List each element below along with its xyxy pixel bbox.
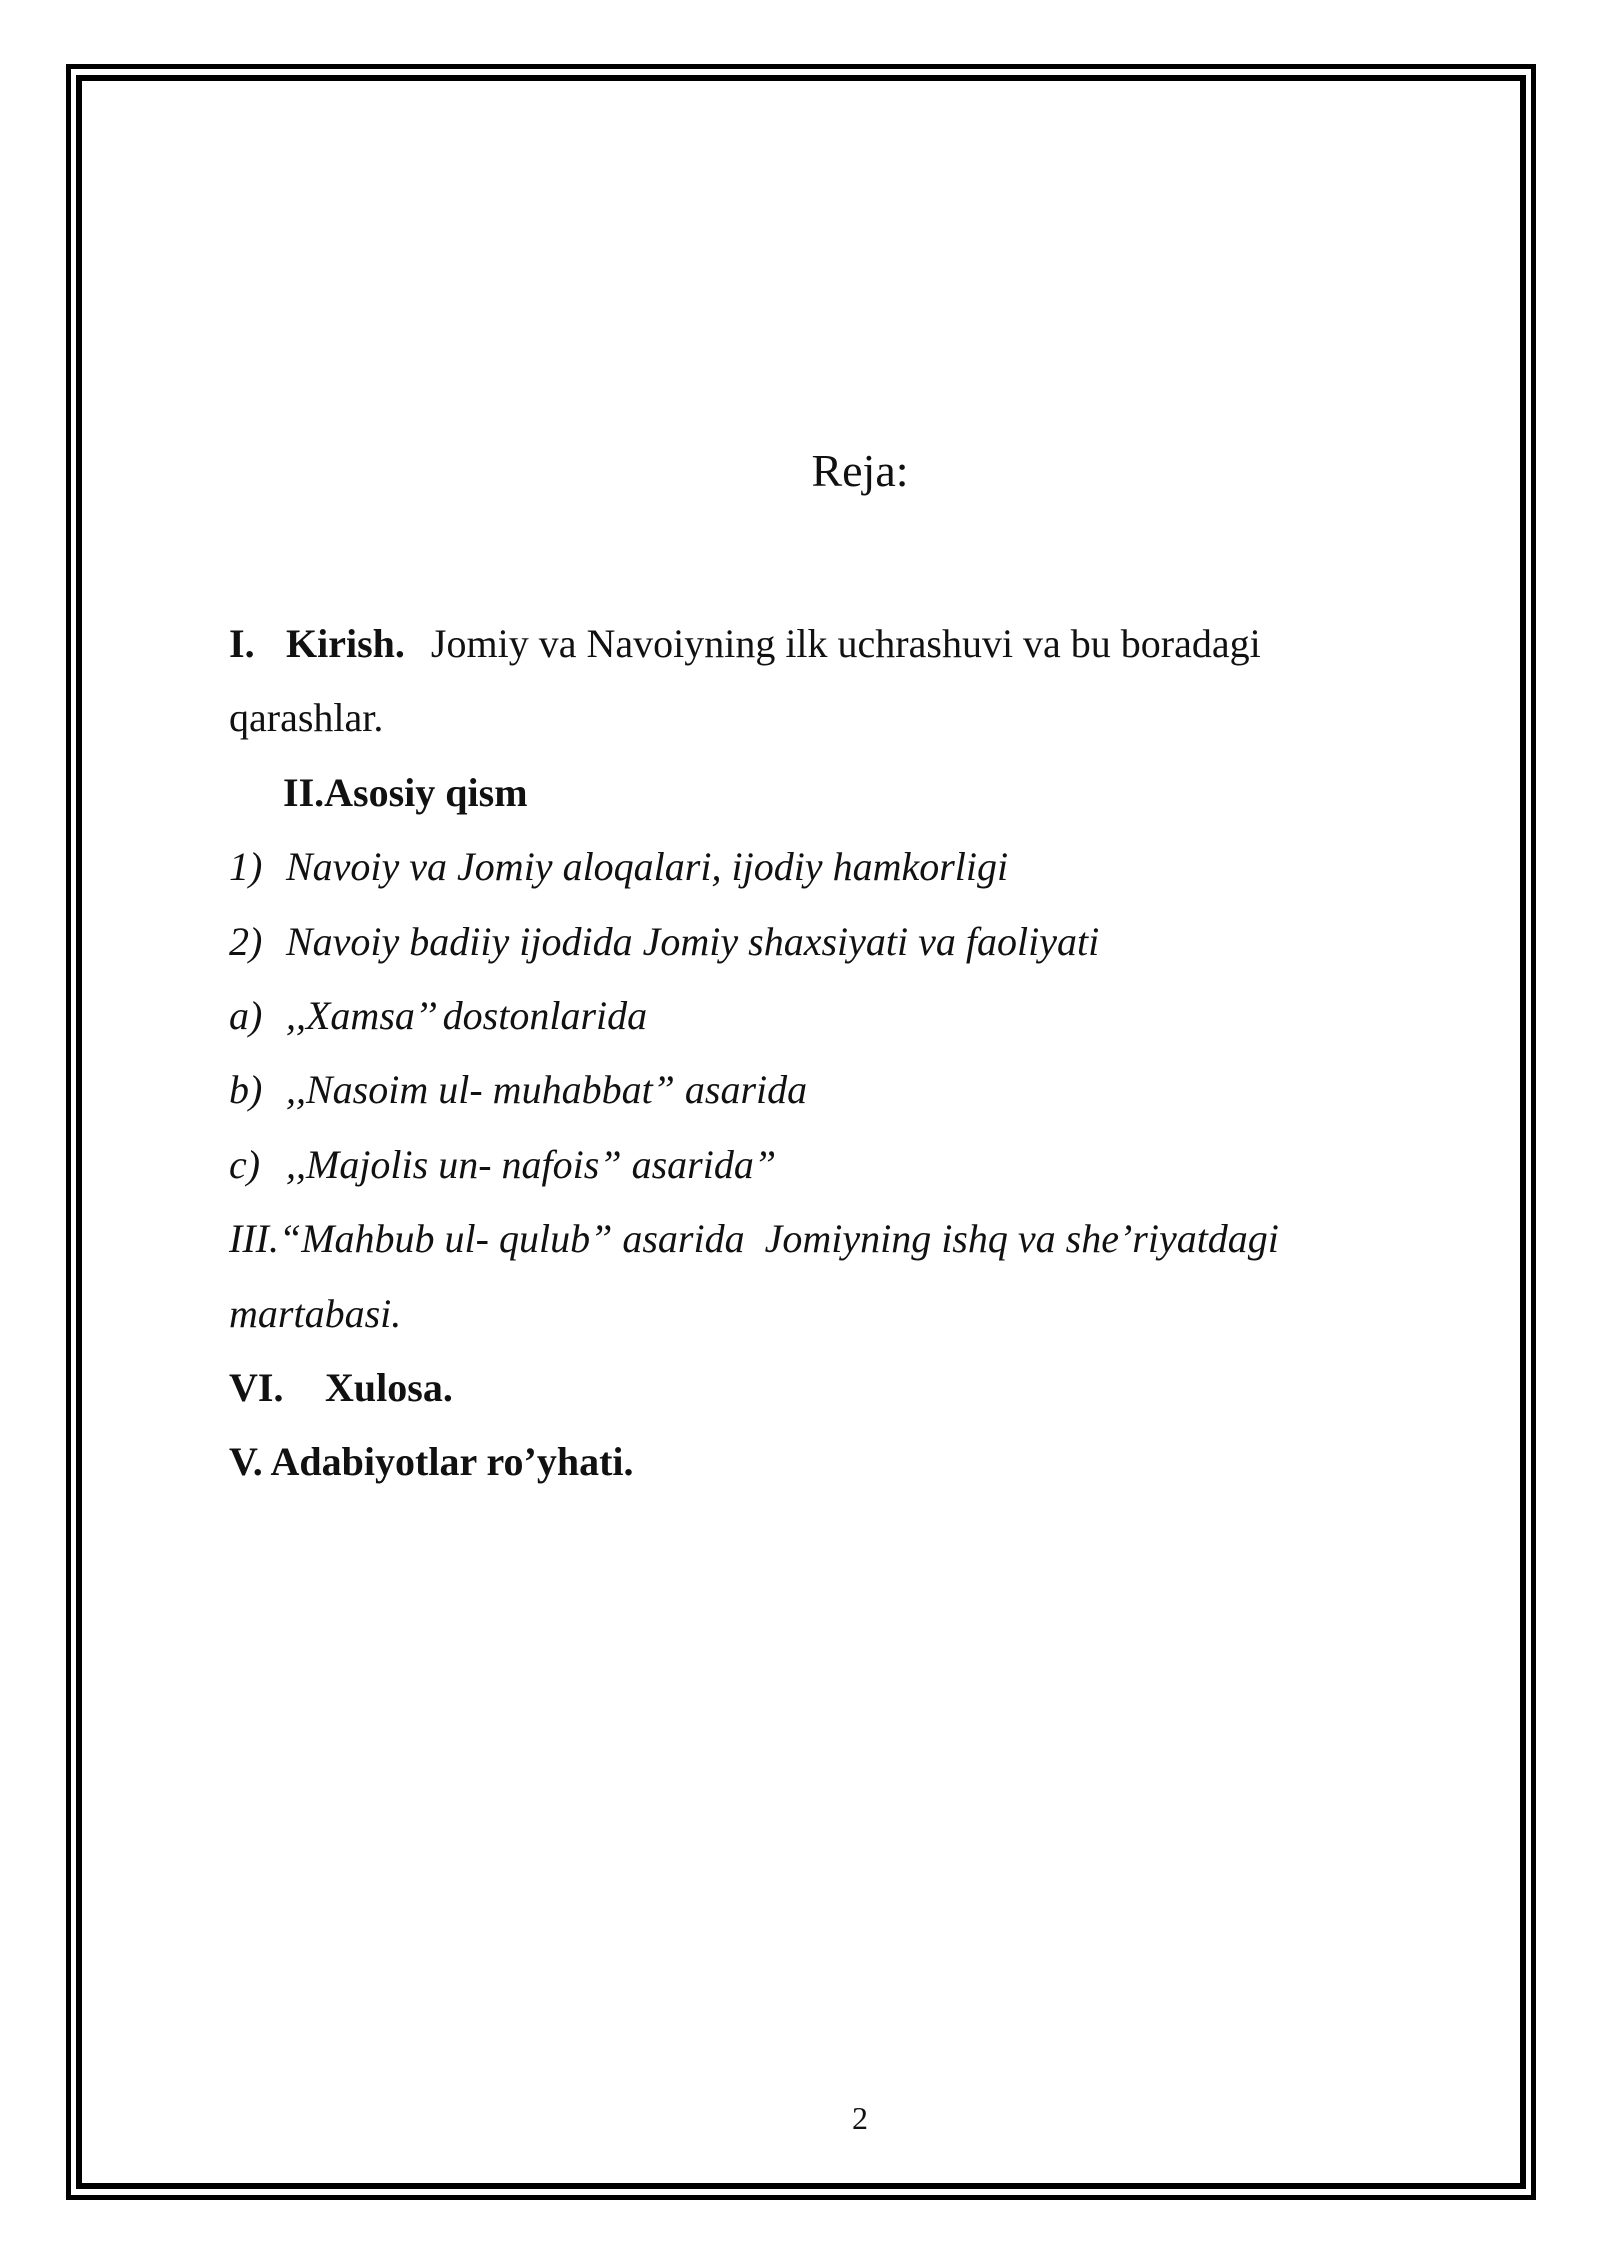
list-item-marker: 2) xyxy=(229,918,263,964)
list-item xyxy=(229,979,1369,1053)
bibliography-line: V. Adabiyotlar ro’yhati. xyxy=(229,1439,634,1485)
list-item-marker: c) xyxy=(229,1141,261,1187)
conclusion-text: Xulosa. xyxy=(325,1365,453,1411)
intro-heading: Kirish. xyxy=(286,621,405,666)
list-item xyxy=(229,830,1369,904)
list-item-text: ,,Nasoim ul- muhabbat” asarida xyxy=(286,1067,808,1113)
list-item xyxy=(229,905,1369,979)
list-item-text: ,,Majolis un- nafois” asarida” xyxy=(286,1141,777,1187)
list-item xyxy=(229,1128,1369,1202)
list-item xyxy=(229,1053,1369,1127)
list-item-text: Navoiy badiiy ijodida Jomiy shaxsiyati va faoliyati xyxy=(286,918,1100,964)
conclusion-line xyxy=(229,1351,1369,1425)
part3-line2: martabasi. xyxy=(229,1290,402,1336)
main-heading: II.Asosiy qism xyxy=(283,769,528,815)
list-item-marker: b) xyxy=(229,1067,263,1113)
intro-text-line2: qarashlar. xyxy=(229,695,384,741)
intro-numeral: I. xyxy=(229,621,255,666)
part3-line1: III.“Mahbub ul- qulub” asarida Jomiyning ishq va she’riyatdagi xyxy=(229,1216,1279,1262)
page-number: 2 xyxy=(852,2100,868,2136)
list-item-marker: 1) xyxy=(229,844,263,890)
page-title: Reja: xyxy=(811,445,909,496)
intro-line xyxy=(229,607,1369,681)
conclusion-numeral: VI. xyxy=(229,1365,284,1411)
list-item-text: ,,Xamsa’’ dostonlarida xyxy=(286,993,648,1039)
plan-content xyxy=(229,607,1369,1500)
list-item-marker: a) xyxy=(229,993,263,1039)
intro-text-line1: Jomiy va Navoiyning ilk uchrashuvi va bu boradagi xyxy=(430,621,1261,666)
list-item-text: Navoiy va Jomiy aloqalari, ijodiy hamkorligi xyxy=(286,844,1009,890)
